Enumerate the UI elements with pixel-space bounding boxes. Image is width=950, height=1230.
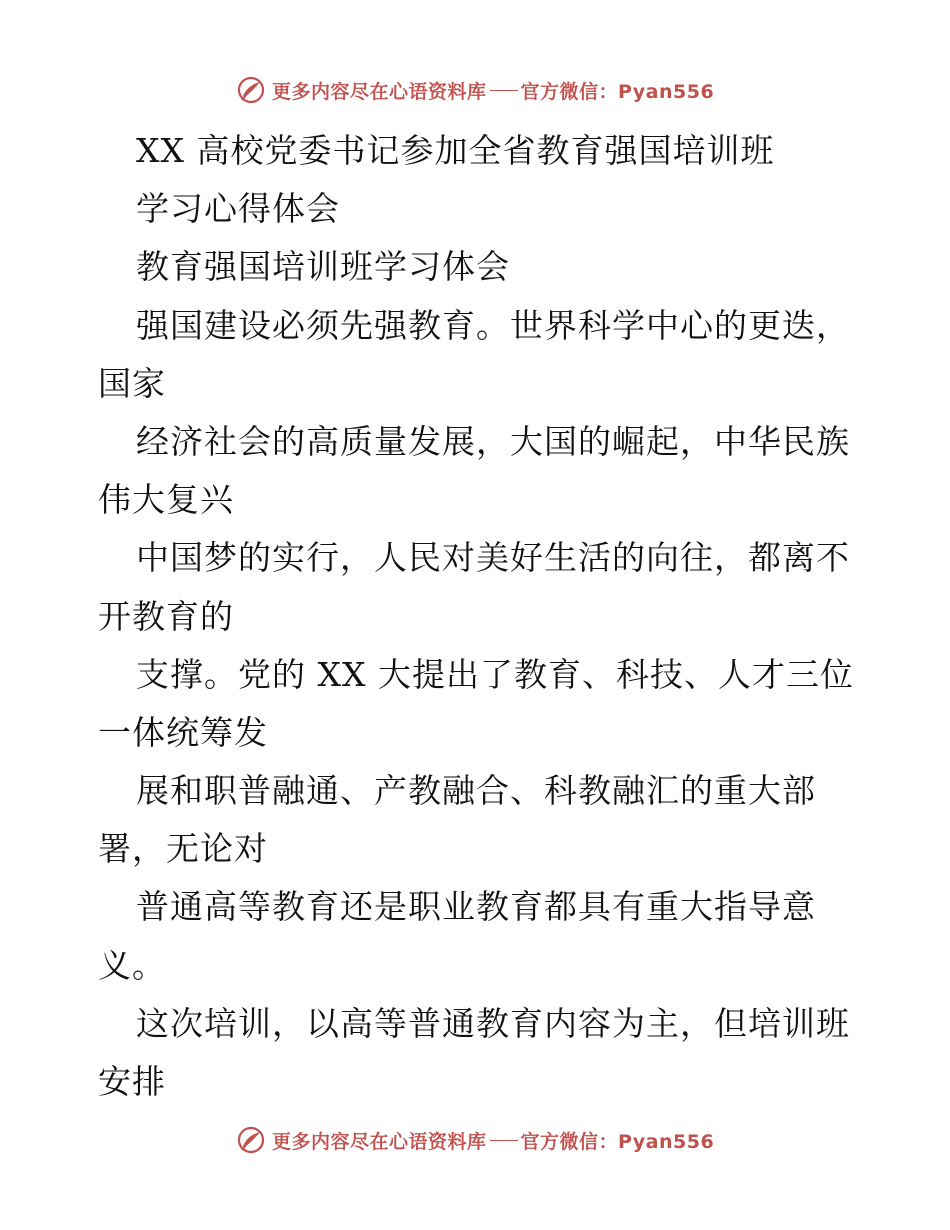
document-body: [98, 122, 858, 1111]
watermark-text-wechat: 官方微信：Pyan556: [520, 80, 715, 103]
text-line: 展和职普融通、产教融合、科教融汇的重大部: [136, 771, 816, 811]
text-line: XX 高校党委书记参加全省教育强国培训班: [136, 131, 775, 170]
text-line: 中国梦的实行，人民对美好生活的向往，都离不: [136, 538, 850, 578]
text-line: 国家: [98, 363, 166, 403]
watermark-text-main: 更多内容尽在心语资料库: [272, 80, 487, 103]
watermark-text: [272, 77, 714, 104]
quill-logo-icon: [236, 75, 266, 105]
watermark-dash: [490, 90, 518, 91]
watermark-dash: [490, 1140, 518, 1141]
watermark-text-wechat: 官方微信：Pyan556: [520, 1130, 715, 1153]
text-line: 强国建设必须先强教育。世界科学中心的更迭，: [136, 305, 850, 345]
header-watermark: [236, 72, 716, 108]
watermark-text: [272, 1127, 714, 1154]
text-line: 学习心得体会: [136, 189, 340, 229]
text-line: 经济社会的高质量发展，大国的崛起，中华民族: [136, 421, 850, 461]
watermark-text-main: 更多内容尽在心语资料库: [272, 1130, 487, 1153]
text-line: 一体统筹发: [98, 712, 268, 752]
footer-watermark: [236, 1122, 716, 1158]
quill-logo-icon: [236, 1125, 266, 1155]
text-line: 教育强国培训班学习体会: [136, 247, 510, 287]
text-line: 支撑。党的 XX 大提出了教育、科技、人才三位: [136, 654, 854, 694]
text-line: 义。: [98, 945, 166, 985]
text-line: 普通高等教育还是职业教育都具有重大指导意: [136, 887, 816, 927]
text-line: 署，无论对: [98, 829, 268, 869]
text-line: 安排: [98, 1062, 166, 1101]
text-line: 这次培训，以高等普通教育内容为主，但培训班: [136, 1003, 850, 1043]
text-line: 开教育的: [98, 596, 234, 636]
text-line: 伟大复兴: [98, 480, 234, 520]
